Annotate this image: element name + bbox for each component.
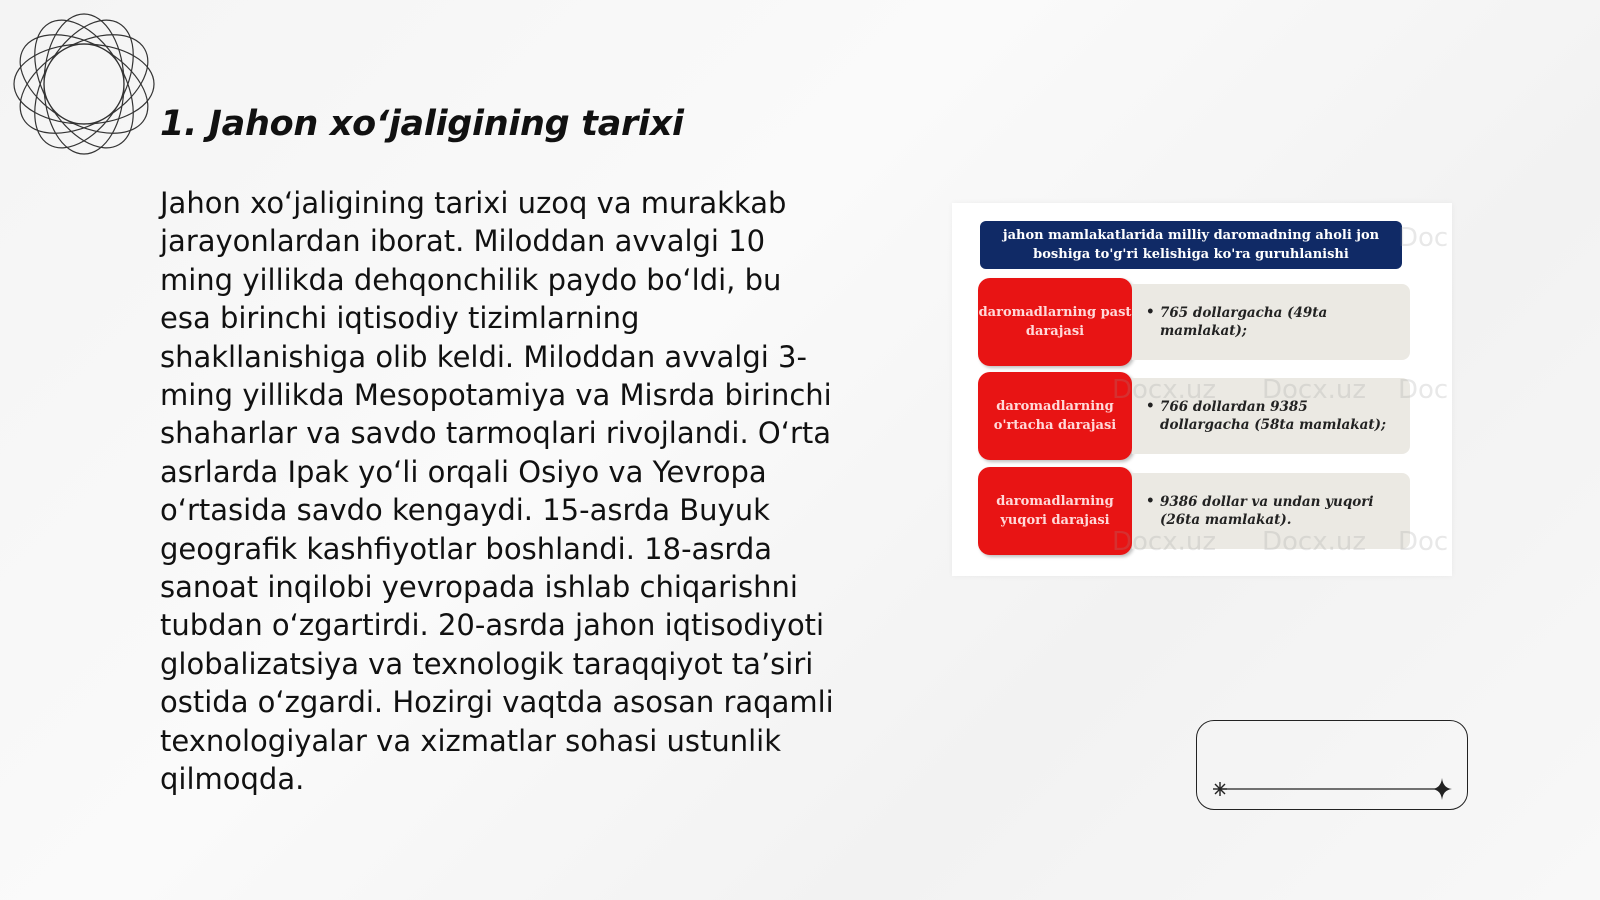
income-row-label: daromadlarning yuqori darajasi	[978, 467, 1132, 555]
infographic-header: jahon mamlakatlarida milliy daromadning aholi jon boshiga to'g'ri kelishiga ko'ra guruhlanishi	[980, 221, 1402, 269]
spirograph-logo-icon	[10, 10, 158, 158]
income-row-value: • 9386 dollar va undan yuqori (26ta mamlakat).	[1132, 473, 1410, 549]
income-row-value: • 765 dollargacha (49ta mamlakat);	[1132, 284, 1410, 360]
income-row-medium	[978, 372, 1410, 460]
watermark-text: Docx.uz	[1112, 527, 1216, 557]
income-row-label: daromadlarning past darajasi	[978, 278, 1132, 366]
slide-title: 1. Jahon xo‘jaligining tarixi	[160, 104, 684, 144]
watermark-text: Docx.uz	[1262, 375, 1366, 405]
income-groups-infographic	[952, 203, 1452, 576]
decorative-frame	[1196, 720, 1468, 810]
income-row-value: • 766 dollardan 9385 dollargacha (58ta mamlakat);	[1132, 378, 1410, 454]
watermark-text: Doc	[1398, 223, 1449, 253]
decorative-line	[1196, 720, 1468, 810]
watermark-text: Doc	[1398, 527, 1449, 557]
watermark-text: Docx.uz	[1112, 375, 1216, 405]
watermark-text: Doc	[1398, 375, 1449, 405]
income-row-high	[978, 467, 1410, 555]
history-paragraph: Jahon xo‘jaligining tarixi uzoq va murakkab jarayonlardan iborat. Miloddan avvalgi 10 ming yillikda dehqonchilik paydo bo‘ldi, bu esa birinchi iqtisodiy tizimlarning shakllanishiga olib keldi. Miloddan avvalgi 3-ming yillikda Mesopotamiya va Misrda birinchi shaharlar va savdo tarmoqlari rivojlandi. O‘rta asrlarda Ipak yo‘li orqali Osiyo va Yevropa o‘rtasida savdo kengaydi. 15-asrda Buyuk geografik kashfiyotlar boshlandi. 18-asrda sanoat inqilobi yevropada ishlab chiqarishni tubdan o‘zgartirdi. 20-asrda jahon iqtisodiyoti globalizatsiya va texnologik taraqqiyot ta’siri ostida o‘zgardi. Hozirgi vaqtda asosan raqamli texnologiyalar va xizmatlar sohasi ustunlik qilmoqda.	[160, 186, 834, 797]
sparkle-star-icon	[1213, 782, 1227, 796]
income-row-label: daromadlarning o'rtacha darajasi	[978, 372, 1132, 460]
watermark-text: Docx.uz	[1262, 527, 1366, 557]
income-row-low	[978, 278, 1410, 366]
four-point-star-icon	[1432, 778, 1452, 800]
